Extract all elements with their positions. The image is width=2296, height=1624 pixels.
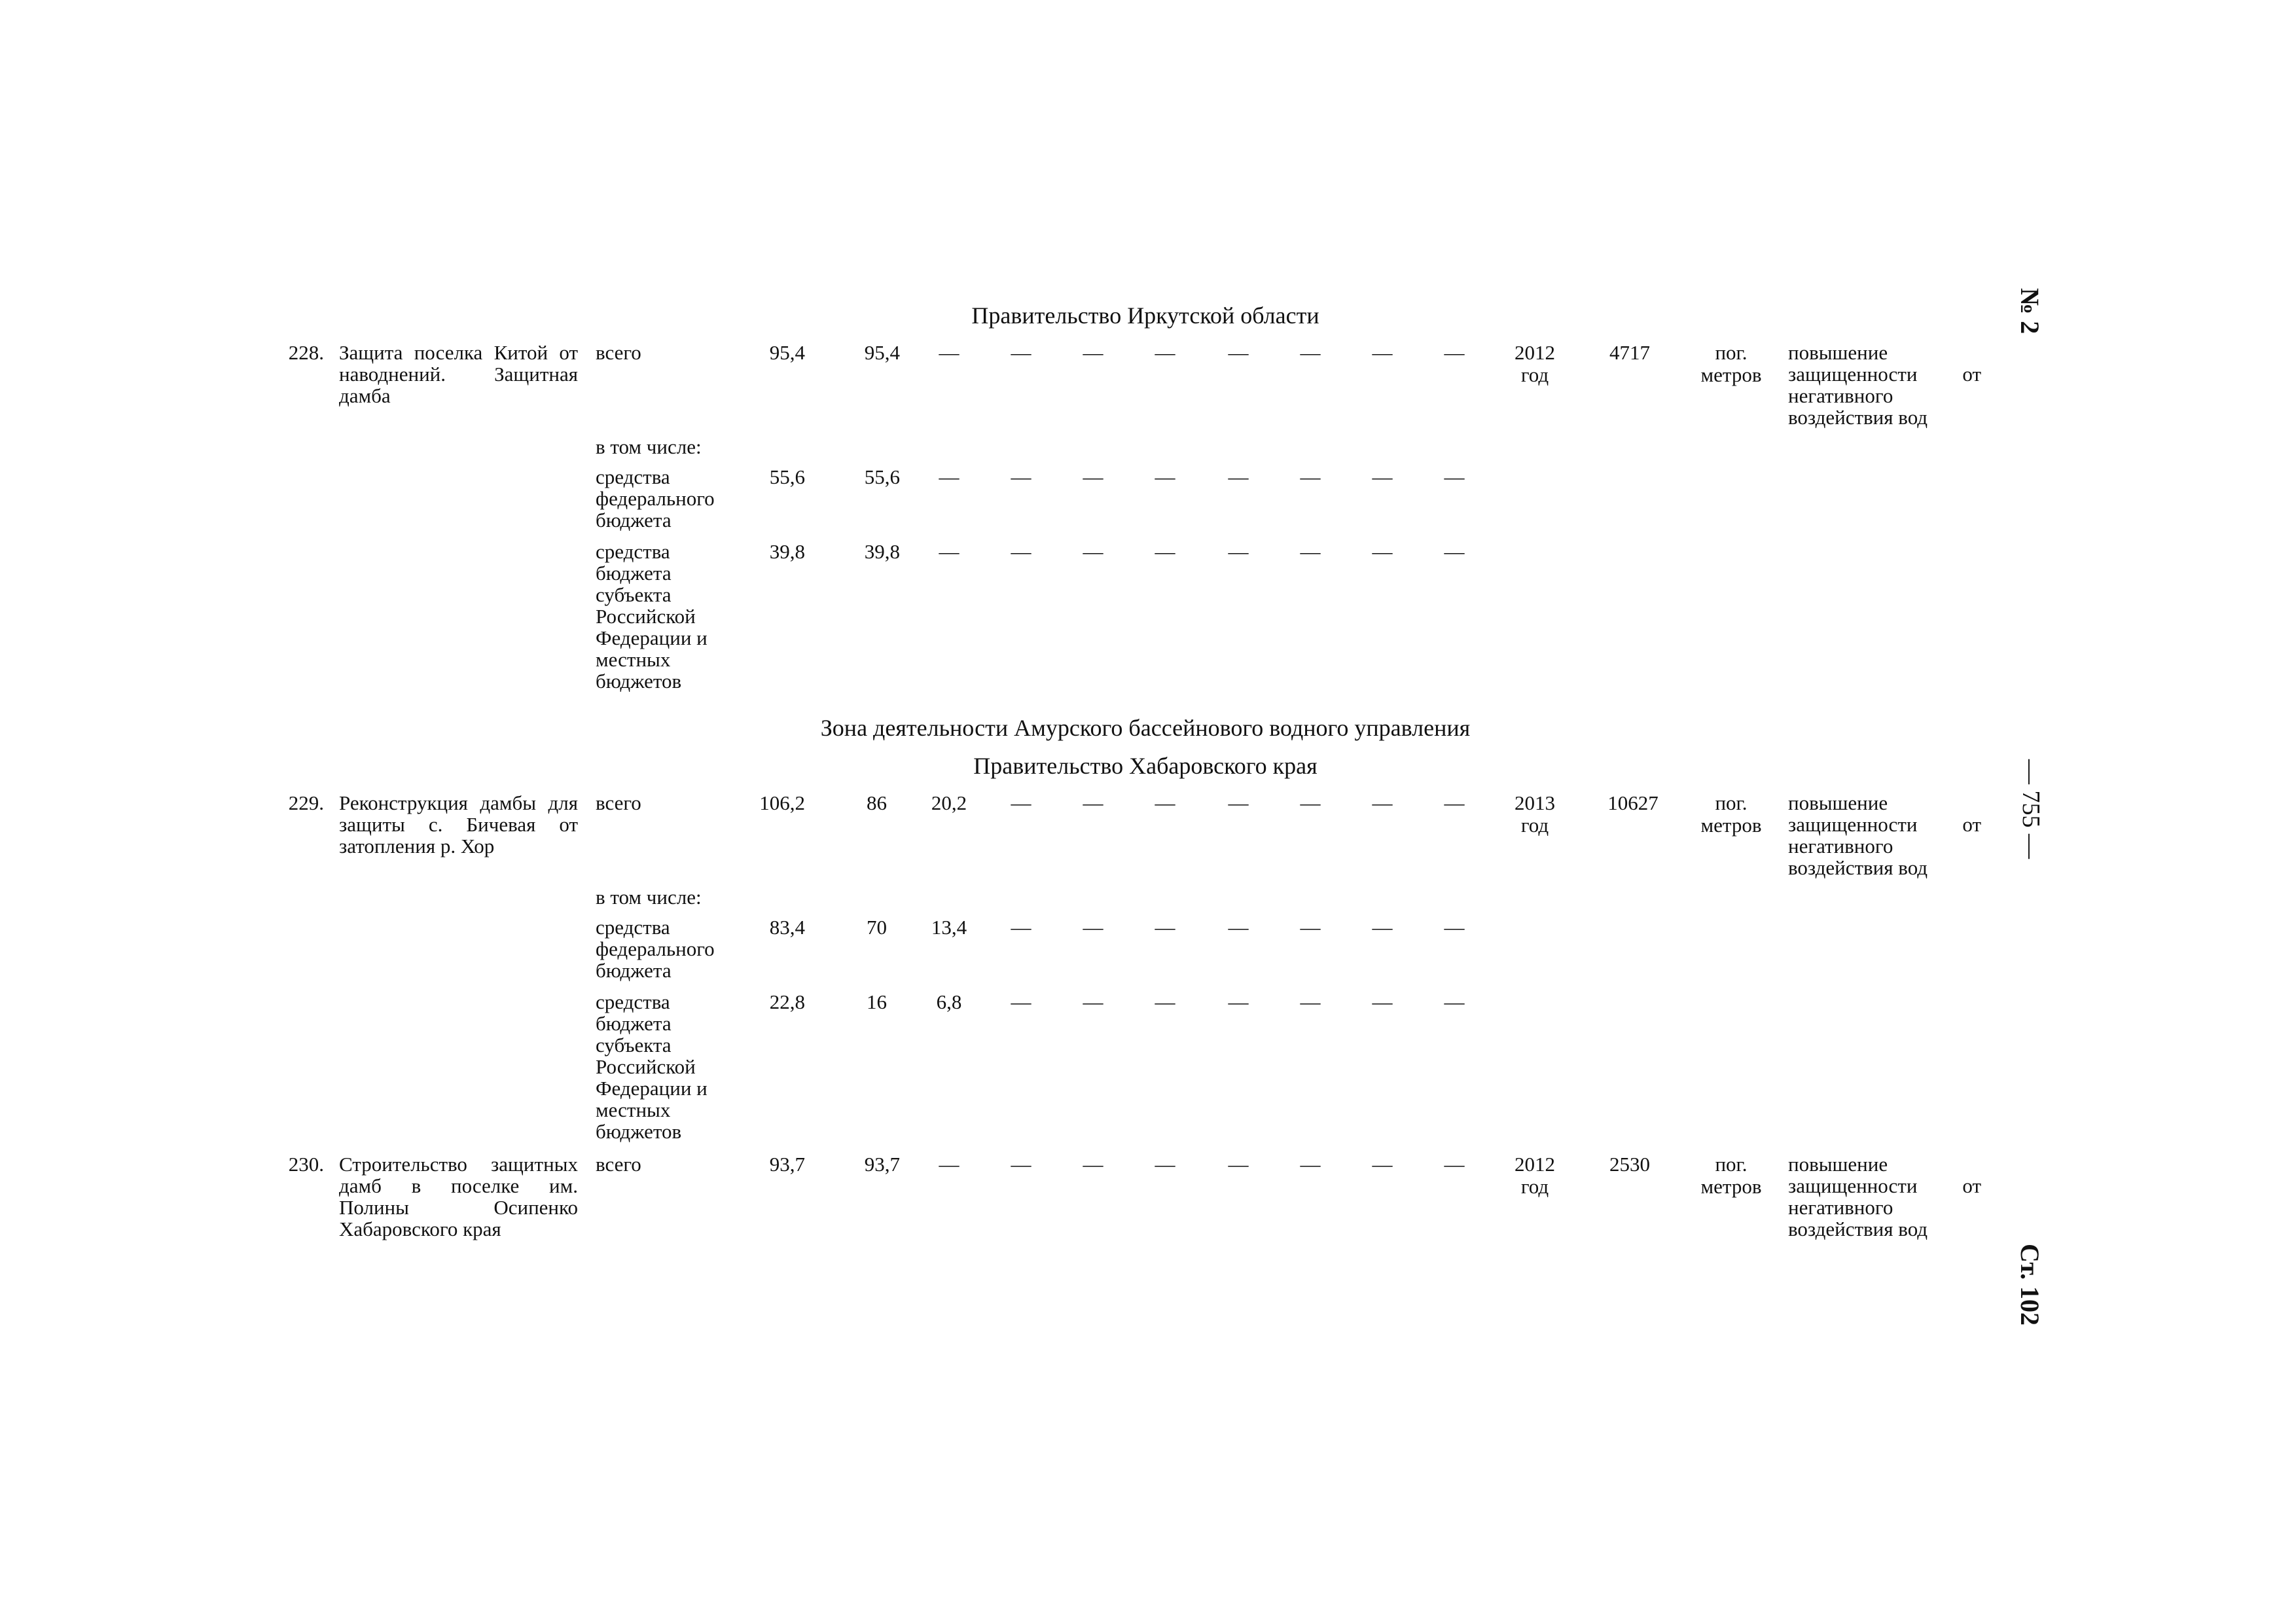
dash-cell: —	[1228, 341, 1249, 364]
including-label: в том числе:	[596, 886, 702, 909]
federal-2012-value: 55,6	[864, 465, 900, 488]
dash-cell: —	[1011, 341, 1031, 364]
dash-cell: —	[1444, 341, 1465, 364]
dash-cell: —	[1083, 465, 1103, 488]
expected-effect: повышение защищенности от негативного воздействия вод	[1788, 791, 1981, 879]
completion-year: 2012 год	[1515, 341, 1555, 386]
regional-budget-label: средства бюджета субъекта Российской Федерации и местных бюджетов	[596, 540, 708, 693]
dash-cell: —	[1228, 540, 1249, 563]
dash-cell: —	[1155, 990, 1175, 1013]
dash-cell: —	[1372, 916, 1393, 939]
article-number: Ст. 102	[2015, 1244, 2045, 1326]
dash-cell: —	[1444, 1153, 1465, 1176]
regional-2012-value: 16	[867, 990, 887, 1013]
federal-2013-value: —	[939, 465, 960, 488]
dash-cell: —	[1300, 341, 1321, 364]
year-2013-value: —	[939, 1153, 960, 1176]
expected-effect: повышение защищенности от негативного воздействия вод	[1788, 341, 1981, 429]
expected-effect: повышение защищенности от негативного воздействия вод	[1788, 1153, 1981, 1240]
dash-cell: —	[1083, 341, 1103, 364]
dash-cell: —	[1372, 540, 1393, 563]
dash-cell: —	[1228, 1153, 1249, 1176]
dash-cell: —	[1228, 916, 1249, 939]
year-2012-value: 86	[867, 791, 887, 814]
row-index: 229.	[288, 791, 324, 814]
dash-cell: —	[1372, 990, 1393, 1013]
dash-cell: —	[1300, 990, 1321, 1013]
regional-2013-value: 6,8	[936, 990, 962, 1013]
dash-cell: —	[1300, 1153, 1321, 1176]
dash-cell: —	[1011, 916, 1031, 939]
row-index: 230.	[288, 1153, 324, 1176]
regional-2012-value: 39,8	[864, 540, 900, 563]
capacity-unit: пог. метров	[1700, 791, 1762, 837]
dash-cell: —	[1372, 465, 1393, 488]
row-name: Строительство защитных дамб в поселке им. Полины Осипенко Хабаровского края	[339, 1153, 578, 1240]
section-heading-khabarovsk: Правительство Хабаровского края	[973, 753, 1318, 779]
source-total-label: всего	[596, 1153, 641, 1176]
dash-cell: —	[1083, 1153, 1103, 1176]
federal-total-value: 55,6	[769, 465, 805, 488]
year-2012-value: 95,4	[864, 341, 900, 364]
dash-cell: —	[1155, 1153, 1175, 1176]
completion-year: 2013 год	[1515, 791, 1555, 837]
dash-cell: —	[1300, 916, 1321, 939]
dash-cell: —	[1155, 916, 1175, 939]
capacity-value: 2530	[1609, 1153, 1650, 1176]
dash-cell: —	[1228, 990, 1249, 1013]
row-name: Защита поселка Китой от наводнений. Защитная дамба	[339, 341, 578, 407]
dash-cell: —	[1444, 465, 1465, 488]
completion-year: 2012 год	[1515, 1153, 1555, 1198]
dash-cell: —	[1300, 791, 1321, 814]
dash-cell: —	[1372, 341, 1393, 364]
total-value: 106,2	[759, 791, 805, 814]
dash-cell: —	[1011, 465, 1031, 488]
dash-cell: —	[1155, 465, 1175, 488]
dash-cell: —	[1011, 1153, 1031, 1176]
issue-number: № 2	[2015, 288, 2045, 334]
capacity-unit: пог. метров	[1700, 341, 1762, 386]
page-number: — 755 —	[2017, 759, 2045, 859]
dash-cell: —	[1155, 341, 1175, 364]
capacity-value: 10627	[1607, 791, 1659, 814]
dash-cell: —	[1300, 465, 1321, 488]
including-label: в том числе:	[596, 435, 702, 458]
dash-cell: —	[1083, 990, 1103, 1013]
federal-2013-value: 13,4	[931, 916, 967, 939]
source-total-label: всего	[596, 341, 641, 364]
federal-total-value: 83,4	[769, 916, 805, 939]
section-heading-amur-zone: Зона деятельности Амурского бассейнового водного управления	[820, 715, 1471, 741]
dash-cell: —	[1011, 540, 1031, 563]
regional-2013-value: —	[939, 540, 960, 563]
year-2013-value: —	[939, 341, 960, 364]
regional-total-value: 39,8	[769, 540, 805, 563]
federal-2012-value: 70	[867, 916, 887, 939]
dash-cell: —	[1444, 990, 1465, 1013]
dash-cell: —	[1083, 540, 1103, 563]
row-name: Реконструкция дамбы для защиты с. Бичевая от затопления р. Хор	[339, 791, 578, 857]
source-total-label: всего	[596, 791, 641, 814]
regional-total-value: 22,8	[769, 990, 805, 1013]
dash-cell: —	[1372, 791, 1393, 814]
federal-budget-label: средства федерального бюджета	[596, 465, 715, 532]
dash-cell: —	[1011, 990, 1031, 1013]
capacity-unit: пог. метров	[1700, 1153, 1762, 1198]
section-heading-irkutsk: Правительство Иркутской области	[971, 302, 1319, 329]
total-value: 93,7	[769, 1153, 805, 1176]
year-2012-value: 93,7	[864, 1153, 900, 1176]
dash-cell: —	[1300, 540, 1321, 563]
total-value: 95,4	[769, 341, 805, 364]
dash-cell: —	[1011, 791, 1031, 814]
dash-cell: —	[1155, 791, 1175, 814]
year-2013-value: 20,2	[931, 791, 967, 814]
federal-budget-label: средства федерального бюджета	[596, 916, 715, 982]
dash-cell: —	[1155, 540, 1175, 563]
dash-cell: —	[1444, 540, 1465, 563]
regional-budget-label: средства бюджета субъекта Российской Федерации и местных бюджетов	[596, 990, 708, 1143]
dash-cell: —	[1372, 1153, 1393, 1176]
dash-cell: —	[1083, 916, 1103, 939]
dash-cell: —	[1444, 791, 1465, 814]
row-index: 228.	[288, 341, 324, 364]
dash-cell: —	[1228, 465, 1249, 488]
dash-cell: —	[1444, 916, 1465, 939]
dash-cell: —	[1083, 791, 1103, 814]
dash-cell: —	[1228, 791, 1249, 814]
capacity-value: 4717	[1609, 341, 1650, 364]
